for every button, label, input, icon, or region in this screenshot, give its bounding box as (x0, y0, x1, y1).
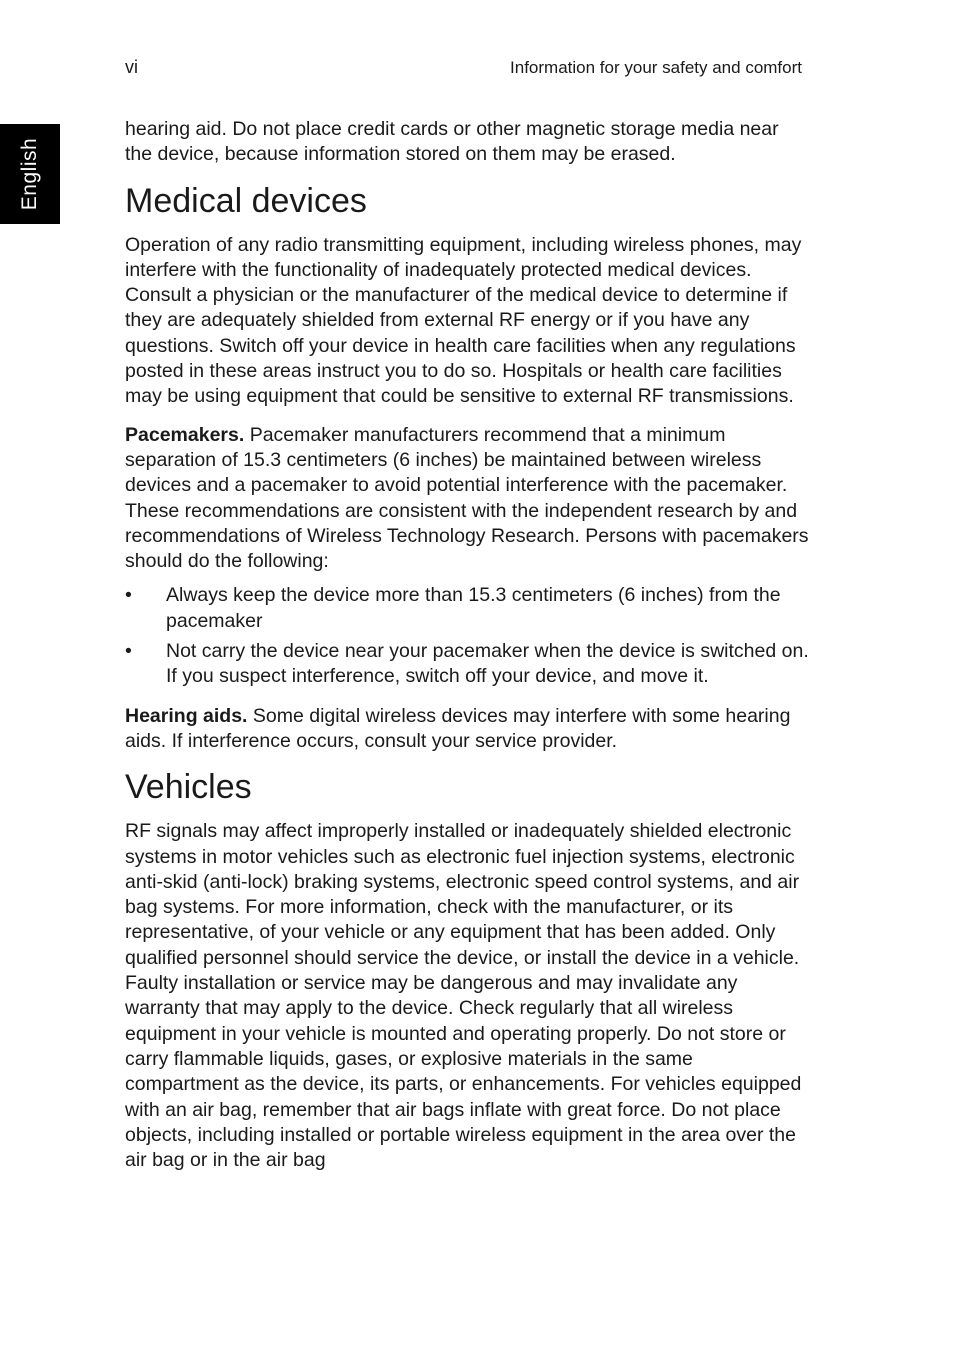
list-item (125, 639, 810, 690)
medical-devices-heading: Medical devices (125, 181, 367, 220)
hearing-aids-lead: Hearing aids. (125, 704, 248, 727)
bullet-marker: • (125, 584, 132, 607)
hearing-aids-text: Some digital wireless devices may interfere with some hearing aids. If interference occurs, consult your service provider. (125, 704, 791, 752)
bullet-marker: • (125, 640, 132, 663)
intro-paragraph: hearing aid. Do not place credit cards or other magnetic storage media near the device, because information stored on them may be erased. (125, 118, 779, 166)
page-number: vi (125, 57, 138, 77)
medical-devices-paragraph: Operation of any radio transmitting equipment, including wireless phones, may interfere with the functionality of inadequately protected medical devices. Consult a physician or the manufacturer of the medical device to determine if they are adequately shielded from external RF energy or if you have any questions. Switch off your device in health care facilities when any regulations posted in these areas instruct you to do so. Hospitals or health care facilities may be using equipment that could be sensitive to external RF transmissions. (125, 233, 802, 408)
pacemakers-text: Pacemaker manufacturers recommend that a minimum separation of 15.3 centimeters (6 inches) be maintained between wireless devices and a pacemaker to avoid potential interference with the pacemaker. These recommendations are consistent with the independent research by and recommendations of Wireless Technology Research. Persons with pacemakers should do the following: (125, 423, 809, 573)
language-tab (0, 124, 60, 224)
bullet-text: Not carry the device near your pacemaker when the device is switched on. (166, 640, 809, 663)
page-content (125, 117, 810, 1186)
pacemakers-lead: Pacemakers. (125, 423, 245, 446)
pacemakers-paragraph (125, 423, 810, 575)
list-item (125, 583, 810, 634)
language-tab-label: English (18, 137, 41, 211)
hearing-aids-paragraph (125, 704, 810, 755)
vehicles-section (125, 767, 810, 1173)
bullet-note: If you suspect interference, switch off your device, and move it. (166, 665, 709, 688)
running-header: Information for your safety and comfort (510, 58, 802, 77)
medical-devices-section (125, 181, 810, 755)
vehicles-paragraph: RF signals may affect improperly installed or inadequately shielded electronic systems in motor vehicles such as electronic fuel injection systems, electronic anti-skid (anti-lock) braking systems, electronic speed control systems, and air bag systems. For more information, check with the manufacturer, or its representative, of your vehicle or any equipment that has been added. Only qualified personnel should service the device, or install the device in a vehicle. Faulty installation or service may be dangerous and may invalidate any warranty that may apply to the device. Check regularly that all wireless equipment in your vehicle is mounted and operating properly. Do not store or carry flammable liquids, gases, or explosive materials in the same compartment as the device, its parts, or enhancements. For vehicles equipped with an air bag, remember that air bags inflate with great force. Do not place objects, including installed or portable wireless equipment in the area over the air bag or in the air bag (125, 820, 802, 1172)
pacemaker-guidelines-list (125, 583, 810, 689)
vehicles-heading: Vehicles (125, 768, 252, 807)
bullet-text: Always keep the device more than 15.3 centimeters (6 inches) from the pacemaker (166, 584, 781, 632)
